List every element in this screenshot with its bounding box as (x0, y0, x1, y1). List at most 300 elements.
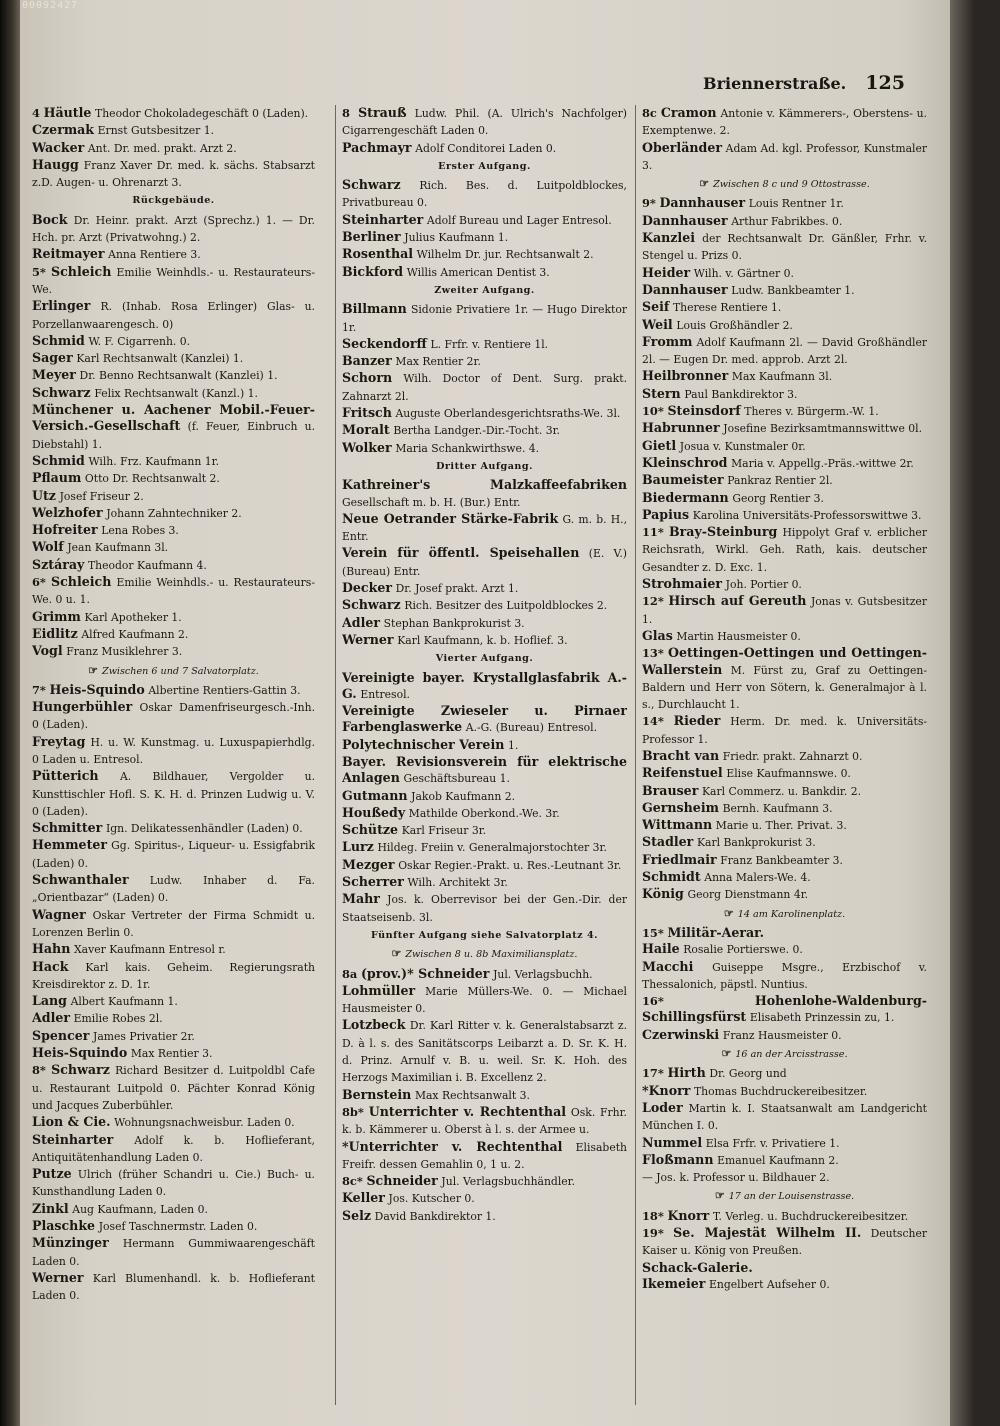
directory-entry (342, 703, 627, 737)
entry-details: Karl Blumenhandl. k. b. Hoflieferant Laden 0. (32, 1271, 315, 1303)
resident-name: Utz (32, 487, 56, 503)
resident-name: Münzinger (32, 1235, 109, 1251)
resident-name: Plaschke (32, 1218, 96, 1233)
directory-entry (642, 593, 927, 628)
entry-details: Willis American Dentist 3. (406, 265, 550, 279)
directory-entry (642, 765, 927, 782)
directory-entry (342, 422, 627, 439)
house-number: 8* (32, 1063, 46, 1078)
house-number: 18* (642, 1208, 664, 1223)
directory-entry (642, 524, 927, 576)
directory-entry (32, 574, 315, 609)
resident-name: Eidlitz (32, 625, 78, 641)
directory-entry (342, 370, 627, 405)
divider-text: Zwischen 6 und 7 Salvatorplatz. (102, 665, 259, 677)
directory-entry (642, 140, 927, 175)
resident-name: Czerwinski (642, 1026, 720, 1042)
resident-name: Stern (642, 385, 681, 401)
column-1 (32, 105, 315, 1415)
resident-name: Haile (642, 941, 680, 957)
resident-name: Knorr (667, 1207, 710, 1223)
entry-details: M. Fürst zu, Graf zu Oettingen-Baldern und Herr von Sötern, k. Generalmajor à l. s., Durchlaucht 1. (642, 663, 927, 712)
resident-name: Schmid (32, 452, 85, 468)
directory-entry (342, 1139, 627, 1174)
house-number: 8c (642, 106, 657, 120)
directory-entry (32, 907, 315, 942)
entry-details: Adolf Conditorei Laden 0. (415, 141, 557, 155)
resident-name: Ikemeier (642, 1275, 706, 1291)
directory-entry (642, 645, 927, 713)
resident-name: Bock (32, 211, 68, 227)
directory-entry (642, 195, 927, 212)
house-number: 11* (642, 525, 664, 540)
entry-details: Max Rechtsanwalt 3. (414, 1088, 530, 1102)
entry-details: Auguste Oberlandesgerichtsraths-We. 3l. (395, 407, 621, 421)
directory-entry (642, 386, 927, 403)
resident-name: *Unterrichter v. Rechtenthal (342, 1138, 563, 1154)
entry-details: Adolf Kaufmann 2l. — David Großhändler 2l. — Eugen Dr. med. approb. Arzt 2l. (642, 335, 927, 367)
directory-entry (342, 1190, 627, 1207)
resident-name: Billmann (342, 301, 407, 317)
entry-details: Martin Hausmeister 0. (676, 629, 801, 643)
directory-entry (642, 993, 927, 1027)
directory-entry (32, 820, 315, 837)
resident-name: Seckendorff (342, 335, 427, 351)
entry-details: Joh. Portier 0. (725, 578, 802, 592)
directory-entry (32, 298, 315, 333)
entry-details: Dr. Josef prakt. Arzt 1. (395, 582, 519, 596)
resident-name: Vogl (32, 643, 63, 659)
directory-entry (32, 539, 315, 556)
resident-name: Schmid (32, 332, 85, 348)
directory-entry (342, 336, 627, 353)
directory-entry (342, 580, 627, 597)
page-edge-shadow (950, 0, 975, 1426)
column-divider-1 (335, 105, 336, 1405)
entry-details: Aug Kaufmann, Laden 0. (72, 1202, 208, 1216)
entry-details: Dr. Benno Rechtsanwalt (Kanzlei) 1. (79, 369, 278, 383)
resident-name: Reitmayer (32, 246, 105, 262)
directory-entry (342, 966, 627, 983)
directory-entry (32, 941, 315, 958)
entry-details: Dr. Georg und (709, 1067, 787, 1081)
directory-entry (342, 788, 627, 805)
house-number: 8c* (342, 1174, 363, 1189)
directory-entry (642, 1225, 927, 1260)
directory-entry (642, 628, 927, 645)
street-divider (342, 946, 627, 963)
resident-name: Schwarz (342, 597, 401, 613)
directory-entry (642, 317, 927, 334)
entry-details: Karl Bankprokurist 3. (696, 836, 816, 850)
entry-details: G. m. b. H., Entr. (342, 512, 627, 544)
resident-name: Macchi (642, 958, 694, 974)
pointing-hand-icon: ☞ (714, 1189, 725, 1203)
resident-name: Lang (32, 993, 67, 1009)
house-number: 14* (642, 714, 664, 729)
resident-name: Selz (342, 1207, 372, 1223)
house-number: 13* (642, 646, 664, 661)
directory-entry (32, 488, 315, 505)
resident-name: Steinsdorf (667, 403, 741, 419)
entry-details: Wohnungsnachweisbur. Laden 0. (114, 1116, 295, 1130)
resident-name: Weil (642, 316, 673, 332)
entry-details: Engelbert Aufseher 0. (709, 1277, 830, 1291)
directory-entry (642, 713, 927, 748)
directory-entry (642, 925, 927, 941)
entry-details: Adam Ad. kgl. Professor, Kunstmaler 3. (642, 141, 927, 172)
directory-entry (642, 438, 927, 455)
house-number: 4 (32, 106, 40, 120)
directory-entry (342, 229, 627, 246)
resident-name: Freytag (32, 733, 86, 749)
directory-entry (32, 402, 315, 453)
directory-entry (342, 301, 627, 336)
resident-name: Hungerbühler (32, 699, 133, 715)
entry-details: Jul. Verlagsbuchh. (493, 967, 593, 981)
resident-name: Lotzbeck (342, 1017, 406, 1033)
resident-name: Wittmann (642, 817, 713, 833)
house-number: 16* (642, 994, 664, 1009)
resident-name: Grimm (32, 608, 81, 624)
resident-name: Verein für öffentl. Speisehallen (342, 545, 580, 561)
resident-name: Dannhauser (642, 212, 728, 228)
entry-details: Rich. Bes. d. Luitpoldblockes, Privatbureau 0. (342, 179, 627, 210)
directory-entry (642, 299, 927, 316)
resident-name: Bickford (342, 263, 404, 279)
resident-name: Sager (32, 350, 73, 366)
entry-details: Ludw. Bankbeamter 1. (731, 283, 855, 297)
resident-name: Bayer. Revisionsverein für elektrische Anlagen (342, 753, 627, 786)
resident-name: Wolf (32, 539, 64, 555)
house-number: 9* (642, 196, 656, 211)
entry-details: — Jos. k. Professor u. Bildhauer 2. (642, 1171, 830, 1185)
resident-name: Pütterich (32, 768, 99, 784)
street-divider (642, 906, 927, 923)
pointing-hand-icon: ☞ (88, 663, 99, 677)
entry-details: Jos. k. Oberrevisor bei der Gen.-Dir. der Staatseisenb. 3l. (342, 893, 627, 924)
directory-entry (642, 472, 927, 489)
entry-details: L. Frfr. v. Rentiere 1l. (430, 337, 549, 351)
directory-entry (642, 490, 927, 507)
resident-name: Pachmayr (342, 139, 412, 155)
directory-page (20, 0, 975, 1426)
entry-details: Max Rentier 3. (130, 1047, 213, 1061)
entry-details: Anna Malers-We. 4. (704, 871, 811, 885)
directory-entry (32, 1235, 315, 1270)
entry-details: Alfred Kaufmann 2. (81, 627, 189, 641)
resident-name: Unterrichter v. Rechtenthal (368, 1103, 567, 1119)
resident-name: Gernsheim (642, 799, 719, 815)
resident-name: Moralt (342, 422, 390, 438)
resident-name: Biedermann (642, 489, 729, 505)
entry-details: Deutscher Kaiser u. König von Preußen. (642, 1227, 927, 1258)
directory-entry (32, 1045, 315, 1062)
house-number: 8 (342, 106, 350, 120)
entry-details: 1. (508, 738, 519, 752)
entry-details: Albertine Rentiers-Gattin 3. (148, 683, 301, 697)
page-number: 125 (865, 72, 905, 94)
directory-entry (32, 837, 315, 872)
entry-details: Pankraz Rentier 2l. (727, 474, 833, 488)
directory-entry (642, 817, 927, 834)
directory-entry (342, 874, 627, 891)
directory-entry (32, 453, 315, 470)
entry-details: A.-G. (Bureau) Entresol. (465, 721, 598, 735)
entry-details: Bertha Landger.-Dir.-Tocht. 3r. (393, 424, 560, 438)
directory-entry (32, 1132, 315, 1167)
entry-details: Martin k. I. Staatsanwalt am Landgericht München I. 0. (642, 1101, 927, 1133)
directory-entry (642, 783, 927, 800)
resident-name: Brauser (642, 782, 699, 798)
entry-details: Albert Kaufmann 1. (70, 995, 178, 1009)
resident-name: Czermak (32, 122, 95, 138)
entry-details: Karl Apotheker 1. (84, 610, 182, 624)
entry-details: Dr. Heinr. prakt. Arzt (Sprechz.) 1. — Dr. Hch. pr. Arzt (Privatwohng.) 2. (32, 213, 315, 245)
resident-name: Schleich (51, 574, 112, 590)
directory-entry (342, 1173, 627, 1190)
resident-name: Kathreiner's Malzkaffeefabriken (342, 477, 627, 493)
entry-details: Antonie v. Kämmerers-, Oberstens- u. Exemptenwe. 2. (642, 107, 927, 138)
entry-details: Jean Kaufmann 3l. (67, 541, 169, 555)
directory-entry (642, 1169, 927, 1186)
directory-entry (32, 699, 315, 734)
directory-entry (32, 1028, 315, 1045)
directory-entry (32, 212, 315, 247)
resident-name: Lion & Cie. (32, 1114, 111, 1130)
entry-details: H. u. W. Kunstmag. u. Luxuspapierhdlg. 0 Laden u. Entresol. (32, 735, 315, 766)
resident-name: Meyer (32, 367, 76, 383)
entry-details: Hippolyt Graf v. erblicher Reichsrath, Wirkl. Geh. Rath, kais. deutscher Gesandter z. D. Exc. 1. (642, 526, 927, 574)
directory-entry (342, 405, 627, 422)
resident-name: Werner (32, 1269, 84, 1285)
directory-entry (642, 1083, 927, 1100)
entry-details: Emanuel Kaufmann 2. (717, 1153, 839, 1167)
directory-entry (32, 522, 315, 539)
resident-name: Dannhauser (659, 195, 746, 211)
resident-name: Erlinger (32, 298, 91, 314)
resident-name: Stadler (642, 834, 694, 850)
resident-name: Strohmaier (642, 576, 723, 592)
resident-name: Haugg (32, 156, 79, 172)
directory-entry (342, 440, 627, 457)
entry-details: Theodor Chokoladegeschäft 0 (Laden). (95, 107, 309, 120)
resident-name: Heilbronner (642, 368, 729, 384)
directory-entry (342, 177, 627, 212)
resident-name: Se. Majestät Wilhelm II. (673, 1225, 862, 1240)
entry-details: Elise Kaufmannswe. 0. (726, 767, 851, 781)
resident-name: Hirth (667, 1065, 706, 1081)
entry-details: Max Kaufmann 3l. (731, 370, 833, 384)
entry-details: der Rechtsanwalt Dr. Gänßler, Frhr. v. Stengel u. Prizs 0. (642, 232, 927, 263)
entry-details: Xaver Kaufmann Entresol r. (74, 943, 226, 957)
entry-details: Rosalie Portierswe. 0. (683, 943, 803, 957)
directory-entry (642, 800, 927, 817)
resident-name: Hirsch auf Gereuth (668, 593, 807, 609)
resident-name: Oberländer (642, 139, 722, 155)
directory-entry (342, 1017, 627, 1086)
directory-entry (642, 1260, 927, 1276)
entry-details: T. Verleg. u. Buchdruckereibesitzer. (712, 1209, 909, 1223)
entry-details: Hermann Gummiwaarengeschäft Laden 0. (32, 1237, 315, 1268)
entry-details: Karl kais. Geheim. Regierungsrath Kreisdirektor z. D. 1r. (32, 960, 315, 991)
resident-name: Hemmeter (32, 837, 108, 853)
resident-name: Gietl (642, 437, 677, 453)
entry-details: James Privatier 2r. (93, 1029, 195, 1043)
entry-details: Elsa Frfr. v. Privatiere 1. (705, 1136, 840, 1150)
entry-details: Josef Taschnermstr. Laden 0. (98, 1220, 258, 1233)
entry-details: Wilh. Doctor of Dent. Surg. prakt. Zahnarzt 2l. (342, 372, 627, 403)
directory-entry (642, 852, 927, 869)
directory-entry (342, 511, 627, 546)
resident-name: Adler (32, 1010, 71, 1026)
entry-details: Arthur Fabrikbes. 0. (731, 214, 843, 228)
pointing-hand-icon: ☞ (723, 906, 734, 920)
resident-name: Banzer (342, 353, 392, 369)
entry-details: Dr. Karl Ritter v. k. Generalstabsarzt z. D. à l. s. des Sanitätscorps Leibarzt a. D. Sr. K. H. d. Prinz. Arnulf v. B. u. weil. Sr. K. Hoh. des Herzogs Maximilian i. B. Excellenz 2. (342, 1019, 627, 1085)
directory-entry (342, 891, 627, 926)
directory-entry (32, 122, 315, 139)
entry-details: Jakob Kaufmann 2. (411, 789, 516, 803)
resident-name: Münchener u. Aachener Mobil.-Feuer-Versich.-Gesellschaft (32, 402, 315, 434)
entry-details: Osk. Frhr. k. b. Kämmerer u. Oberst à l. s. der Armee u. (342, 1105, 627, 1137)
directory-entry (32, 734, 315, 769)
directory-entry (32, 643, 315, 660)
section-subheading: Fünfter Aufgang siehe Salvatorplatz 4. (371, 929, 598, 941)
resident-name: Militär-Aerar. (667, 924, 765, 940)
resident-name: Berliner (342, 229, 401, 245)
resident-name: Wacker (32, 139, 85, 155)
directory-entry (32, 1010, 315, 1027)
entry-details: Oskar Damenfriseurgesch.-Inh. 0 (Laden). (32, 701, 315, 732)
resident-name: Mezger (342, 856, 395, 872)
entry-details: Oskar Vertreter der Firma Schmidt u. Lorenzen Berlin 0. (32, 908, 315, 939)
entry-details: Franz Musiklehrer 3. (66, 645, 183, 659)
entry-details: Elisabeth Prinzessin zu, 1. (749, 1011, 895, 1025)
entry-details: Bernh. Kaufmann 3. (722, 801, 833, 815)
directory-entry (642, 1276, 927, 1293)
resident-name: Dannhauser (642, 281, 728, 297)
resident-name: Schmidt (642, 869, 701, 885)
entry-details: Sidonie Privatiere 1r. — Hugo Direktor 1r. (342, 303, 627, 334)
entry-details: Gg. Spiritus-, Liqueur- u. Essigfabrik (Laden) 0. (32, 839, 315, 870)
directory-entry (642, 886, 927, 903)
resident-name: Habrunner (642, 420, 720, 436)
directory-entry (342, 670, 627, 704)
resident-name: Heis-Squindo (32, 1045, 128, 1061)
resident-name: Schwarz (32, 384, 91, 400)
entry-details: Karl Commerz. u. Bankdir. 2. (701, 784, 862, 798)
resident-name: Welzhofer (32, 504, 103, 520)
pointing-hand-icon: ☞ (699, 177, 710, 191)
directory-entry (642, 1027, 927, 1044)
resident-name: Zinkl (32, 1200, 69, 1216)
directory-entry (642, 265, 927, 282)
resident-name: Sztáray (32, 556, 85, 572)
resident-name: Hahn (32, 941, 71, 957)
house-number: 10* (642, 404, 664, 419)
entry-details: Adolf Bureau und Lager Entresol. (426, 213, 612, 227)
directory-entry (642, 403, 927, 420)
directory-entry (642, 834, 927, 851)
entry-details: (f. Feuer, Einbruch u. Diebstahl) 1. (32, 420, 315, 451)
entry-details: Elisabeth Freifr. dessen Gemahlin 0, 1 u. 2. (342, 1140, 627, 1171)
resident-name: Vereinigte bayer. Krystallglasfabrik A.-G. (342, 669, 627, 701)
entry-details: Karl Friseur 3r. (401, 824, 487, 838)
directory-entry (642, 1135, 927, 1152)
directory-entry (642, 282, 927, 299)
directory-entry (342, 353, 627, 370)
directory-entry (642, 105, 927, 140)
directory-entry (32, 1166, 315, 1201)
entry-details: Josua v. Kunstmaler 0r. (679, 439, 806, 453)
resident-name: Gutmann (342, 787, 408, 803)
directory-entry (342, 839, 627, 856)
page-header (703, 72, 905, 94)
directory-entry (342, 615, 627, 632)
entry-details: Karl Kaufmann, k. b. Hoflief. 3. (397, 633, 568, 647)
resident-name: Scherrer (342, 874, 404, 890)
directory-entry (32, 682, 315, 699)
entry-details: Wilhelm Dr. jur. Rechtsanwalt 2. (416, 248, 594, 262)
resident-name: Cramon (660, 105, 717, 120)
directory-entry (342, 805, 627, 822)
entry-details: Geschäftsbureau 1. (403, 772, 510, 786)
directory-entry (32, 1270, 315, 1305)
resident-name: Neue Oetrander Stärke-Fabrik (342, 510, 559, 526)
resident-name: Schwarz (51, 1062, 110, 1078)
directory-entry (642, 959, 927, 994)
entry-details: (E. V.) (Bureau) Entr. (342, 547, 627, 578)
house-number: 17* (642, 1066, 664, 1081)
resident-name: Vereinigte Zwieseler u. Pirnaer Farbenglaswerke (342, 703, 627, 735)
column-divider-2 (635, 105, 636, 1405)
resident-name: Rieder (673, 713, 721, 729)
resident-name: Schneider (366, 1173, 438, 1189)
resident-name: Strauß (358, 105, 407, 120)
resident-name: Bracht van (642, 747, 720, 763)
entry-details: Jul. Verlagsbuchhändler. (441, 1175, 576, 1189)
book-spine-shadow (0, 0, 20, 1426)
directory-entry (642, 1065, 927, 1082)
resident-name: Hack (32, 958, 69, 974)
entry-details: Ign. Delikatessenhändler (Laden) 0. (105, 822, 303, 836)
directory-entry (32, 350, 315, 367)
directory-entry (342, 105, 627, 140)
directory-entry (642, 576, 927, 593)
resident-name: Schorn (342, 370, 393, 386)
entry-details: Ludw. Inhaber d. Fa. „Orientbazar“ (Laden) 0. (32, 874, 315, 905)
resident-name: Oettingen-Oettingen und Oettingen-Wallerstein (642, 645, 927, 677)
resident-name: Polytechnischer Verein (342, 736, 505, 752)
resident-name: Häutle (43, 105, 92, 120)
resident-name: Baumeister (642, 472, 724, 488)
directory-entry (342, 632, 627, 649)
directory-entry (32, 872, 315, 907)
directory-entry (342, 822, 627, 839)
entry-details: Marie Müllers-We. 0. — Michael Hausmeister 0. (342, 984, 627, 1016)
directory-entry (342, 857, 627, 874)
resident-name: Kanzlei (642, 230, 695, 246)
resident-name: Spencer (32, 1027, 90, 1043)
entry-details: Max Rentier 2r. (395, 355, 481, 369)
resident-name: (prov.)* Schneider (360, 965, 490, 981)
street-divider (642, 176, 927, 193)
directory-entry (642, 230, 927, 265)
entry-details: Georg Dienstmann 4r. (687, 888, 809, 902)
entry-details: Josef Friseur 2. (59, 489, 144, 503)
resident-name: Adler (342, 614, 381, 630)
